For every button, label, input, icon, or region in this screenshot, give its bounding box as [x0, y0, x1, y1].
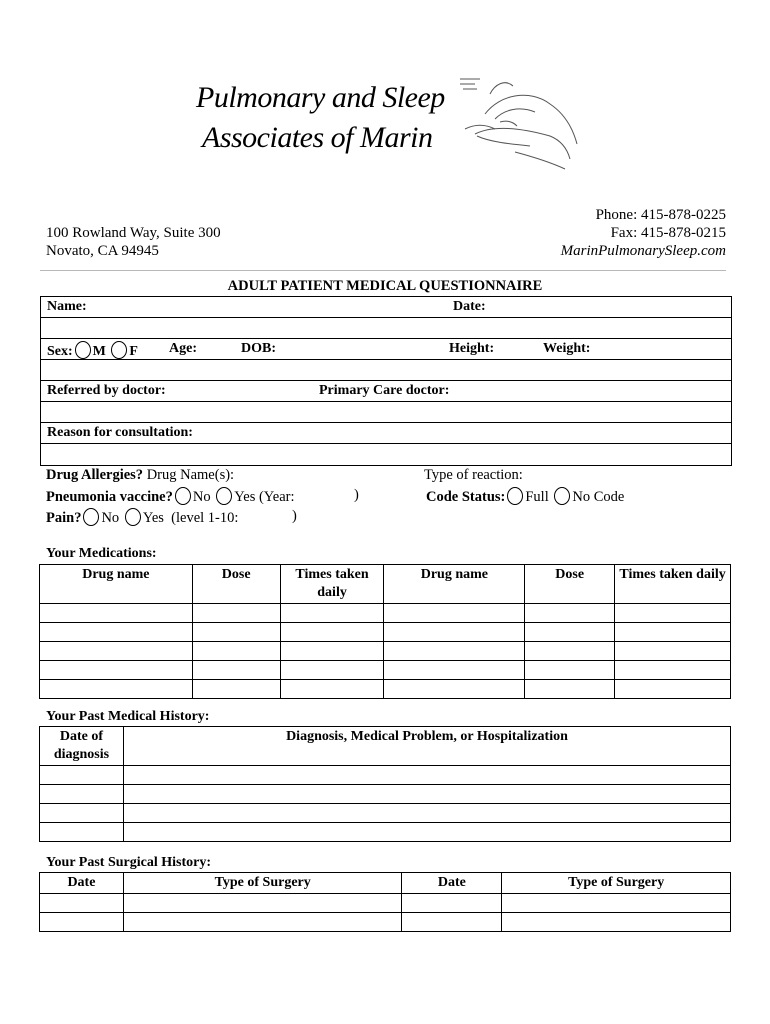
demographics-entry-row[interactable]	[41, 360, 731, 381]
table-cell[interactable]	[280, 623, 384, 642]
med-header-drug-2: Drug name	[384, 565, 525, 604]
medical-history-table	[39, 726, 731, 842]
table-cell[interactable]	[40, 623, 193, 642]
pneumonia-line	[46, 487, 726, 506]
female-radio[interactable]	[111, 341, 127, 359]
pneumonia-yes-radio[interactable]	[216, 487, 232, 505]
table-cell[interactable]	[123, 894, 402, 913]
med-header-drug-1: Drug name	[40, 565, 193, 604]
med-header-times-1: Times taken daily	[280, 565, 384, 604]
fax-number: Fax: 415-878-0215	[610, 225, 726, 241]
surgical-history-header-row	[40, 873, 731, 894]
table-cell[interactable]	[615, 604, 731, 623]
pneumonia-label: Pneumonia vaccine?	[46, 489, 173, 505]
surgical-history-table	[39, 872, 731, 932]
med-header-dose-1: Dose	[192, 565, 280, 604]
table-cell[interactable]	[40, 823, 124, 842]
practice-logo-text	[196, 78, 456, 158]
medications-table	[39, 564, 731, 699]
date-label: Date:	[453, 299, 486, 314]
city-address: Novato, CA 94945	[46, 243, 159, 259]
table-cell[interactable]	[384, 604, 525, 623]
sh-header-date-1: Date	[40, 873, 124, 894]
drug-allergies-label: Drug Allergies?	[46, 467, 144, 483]
female-text: F	[129, 344, 138, 359]
table-cell[interactable]	[40, 785, 124, 804]
patient-info-grid	[40, 296, 732, 466]
table-row	[40, 623, 731, 642]
pain-line	[46, 508, 726, 527]
table-cell[interactable]	[402, 894, 502, 913]
table-row	[40, 785, 731, 804]
reason-row[interactable]	[41, 423, 731, 444]
reason-label: Reason for consultation:	[47, 425, 193, 440]
code-full-text: Full	[525, 489, 549, 505]
table-row	[40, 680, 731, 699]
table-cell[interactable]	[123, 785, 730, 804]
table-cell[interactable]	[280, 642, 384, 661]
street-address: 100 Rowland Way, Suite 300	[46, 225, 221, 241]
code-status-label: Code Status:	[426, 489, 506, 505]
table-cell[interactable]	[525, 680, 615, 699]
table-cell[interactable]	[40, 766, 124, 785]
table-row	[40, 766, 731, 785]
table-cell[interactable]	[40, 604, 193, 623]
referral-entry-row[interactable]	[41, 402, 731, 423]
table-cell[interactable]	[402, 913, 502, 932]
weight-label: Weight:	[543, 341, 591, 356]
sh-header-type-2: Type of Surgery	[502, 873, 731, 894]
table-row	[40, 642, 731, 661]
code-none-radio[interactable]	[554, 487, 570, 505]
table-row	[40, 661, 731, 680]
sh-header-date-2: Date	[402, 873, 502, 894]
pain-label: Pain?	[46, 510, 82, 526]
table-cell[interactable]	[40, 661, 193, 680]
table-cell[interactable]	[192, 623, 280, 642]
code-status-group	[426, 487, 624, 506]
pain-yes-radio[interactable]	[125, 508, 141, 526]
table-cell[interactable]	[280, 604, 384, 623]
name-entry-row[interactable]	[41, 318, 731, 339]
demographics-row[interactable]	[41, 339, 731, 360]
logo-line-2: Associates of Marin	[202, 121, 433, 154]
mh-header-diagnosis: Diagnosis, Medical Problem, or Hospitalization	[123, 727, 730, 766]
practice-address	[46, 224, 221, 260]
table-cell[interactable]	[40, 642, 193, 661]
website-link[interactable]: MarinPulmonarySleep.com	[560, 243, 726, 259]
table-cell[interactable]	[502, 894, 731, 913]
pain-level-close: )	[292, 508, 297, 524]
code-full-radio[interactable]	[507, 487, 523, 505]
table-cell[interactable]	[502, 913, 731, 932]
pneumonia-no-text: No	[192, 489, 211, 505]
sex-text: Sex:	[47, 344, 73, 359]
sleeping-face-illustration	[455, 74, 585, 174]
reaction-label: Type of reaction:	[424, 467, 523, 483]
pain-no-text: No	[101, 510, 120, 526]
dob-label: DOB:	[241, 341, 276, 356]
table-row	[40, 804, 731, 823]
height-label: Height:	[449, 341, 495, 356]
table-cell[interactable]	[192, 680, 280, 699]
practice-contact	[561, 206, 726, 260]
table-cell[interactable]	[192, 642, 280, 661]
table-cell[interactable]	[280, 661, 384, 680]
table-cell[interactable]	[123, 766, 730, 785]
table-cell[interactable]	[192, 604, 280, 623]
pneumonia-no-radio[interactable]	[175, 487, 191, 505]
table-row	[40, 823, 731, 842]
sex-label	[47, 341, 138, 360]
table-cell[interactable]	[280, 680, 384, 699]
table-cell[interactable]	[615, 661, 731, 680]
med-header-times-2: Times taken daily	[615, 565, 731, 604]
form-title: ADULT PATIENT MEDICAL QUESTIONNAIRE	[227, 278, 543, 294]
table-cell[interactable]	[384, 623, 525, 642]
pain-level-text: (level 1-10:	[171, 510, 239, 526]
pain-no-radio[interactable]	[83, 508, 99, 526]
primary-care-label: Primary Care doctor:	[319, 383, 450, 398]
table-cell[interactable]	[123, 823, 730, 842]
table-cell[interactable]	[40, 894, 124, 913]
pneumonia-close: )	[354, 487, 359, 503]
table-row	[40, 913, 731, 932]
code-none-text: No Code	[572, 489, 625, 505]
table-cell[interactable]	[525, 623, 615, 642]
table-cell[interactable]	[40, 913, 124, 932]
table-cell[interactable]	[525, 661, 615, 680]
table-cell[interactable]	[615, 642, 731, 661]
medications-label: Your Medications:	[46, 546, 157, 561]
name-label: Name:	[47, 299, 87, 314]
table-cell[interactable]	[615, 680, 731, 699]
table-cell[interactable]	[192, 661, 280, 680]
drug-names-label: Drug Name(s):	[146, 467, 235, 483]
male-text: M	[92, 344, 106, 359]
header-divider	[40, 270, 726, 271]
medical-history-header-row	[40, 727, 731, 766]
medical-history-label: Your Past Medical History:	[46, 709, 210, 724]
table-cell[interactable]	[384, 642, 525, 661]
mh-header-date: Date of diagnosis	[40, 727, 124, 766]
reason-entry-row[interactable]	[41, 444, 731, 465]
name-row[interactable]	[41, 297, 731, 318]
table-cell[interactable]	[525, 642, 615, 661]
table-row	[40, 894, 731, 913]
pain-yes-text: Yes	[142, 510, 164, 526]
referral-row[interactable]	[41, 381, 731, 402]
table-cell[interactable]	[525, 604, 615, 623]
table-cell[interactable]	[40, 680, 193, 699]
drug-allergies-line	[46, 467, 726, 484]
table-cell[interactable]	[384, 680, 525, 699]
table-cell[interactable]	[123, 913, 402, 932]
table-cell[interactable]	[615, 623, 731, 642]
med-header-dose-2: Dose	[525, 565, 615, 604]
table-cell[interactable]	[123, 804, 730, 823]
sh-header-type-1: Type of Surgery	[123, 873, 402, 894]
table-row	[40, 604, 731, 623]
age-label: Age:	[169, 341, 197, 356]
pneumonia-yes-text: Yes (Year:	[234, 489, 295, 505]
table-cell[interactable]	[384, 661, 525, 680]
logo-line-1: Pulmonary and Sleep	[196, 81, 445, 114]
male-radio[interactable]	[75, 341, 91, 359]
phone-number: Phone: 415-878-0225	[595, 207, 726, 223]
medications-header-row	[40, 565, 731, 604]
referred-label: Referred by doctor:	[47, 383, 166, 398]
table-cell[interactable]	[40, 804, 124, 823]
surgical-history-label: Your Past Surgical History:	[46, 855, 212, 870]
